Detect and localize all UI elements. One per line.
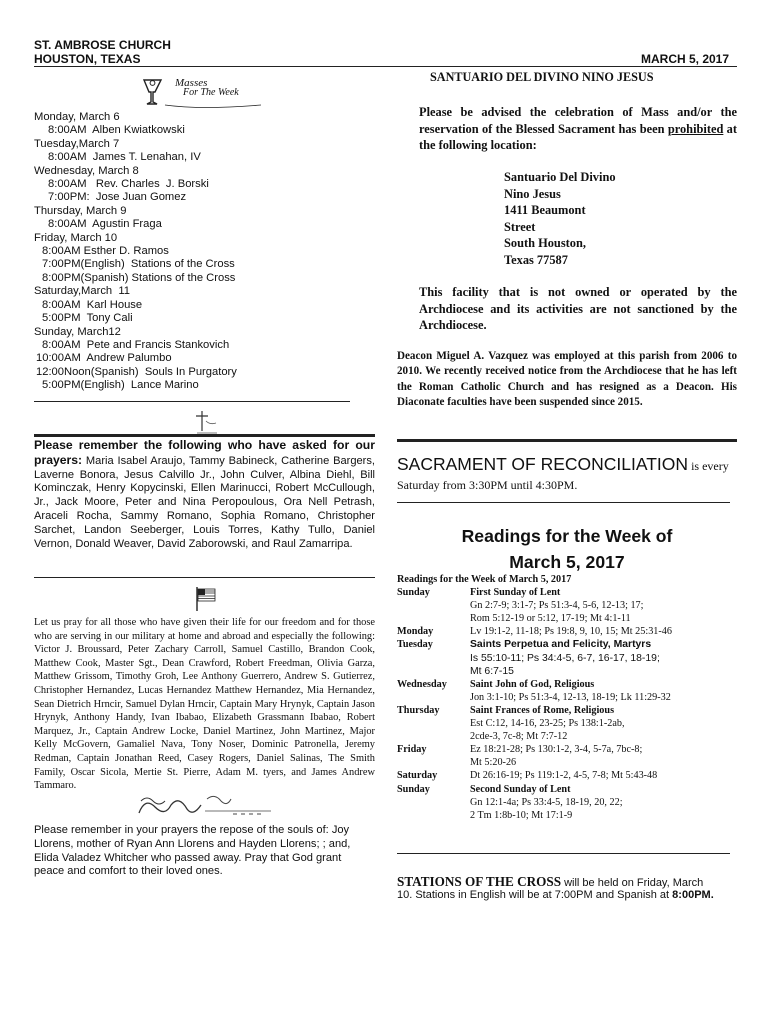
reading-row xyxy=(397,665,737,678)
mass-intention-line: 8:00AM Esther D. Ramos xyxy=(42,245,169,258)
mass-intention-line: 12:00Noon(Spanish) Souls In Purgatory xyxy=(36,365,237,378)
reading-row xyxy=(397,743,737,756)
mass-intention-line: 7:00PM(English) Stations of the Cross xyxy=(42,258,235,271)
reading-row xyxy=(397,809,737,822)
reading-row xyxy=(397,652,737,665)
reading-day xyxy=(397,665,470,678)
santuario-notice xyxy=(419,104,737,154)
address-line: Texas 77587 xyxy=(504,252,568,267)
reading-citations: 2 Tm 1:8b-10; Mt 17:1-9 xyxy=(470,809,573,821)
readings-title-line-1: Readings for the Week of xyxy=(461,526,673,546)
mass-intention-line: 8:00AM Karl House xyxy=(42,298,143,311)
readings-subtitle: Readings for the Week of March 5, 2017 xyxy=(397,574,572,585)
reconciliation-schedule: Saturday from 3:30PM until 4:30PM. xyxy=(397,478,578,492)
reading-day: Tuesday xyxy=(397,639,433,651)
santuario-notice-tail: at the following location: xyxy=(419,121,738,153)
prayers-top-rule xyxy=(34,434,375,437)
reading-day xyxy=(397,756,470,769)
masses-logo-subtext: For The Week xyxy=(183,87,239,98)
reading-day xyxy=(397,612,470,625)
reading-citations: Ez 18:21-28; Ps 130:1-2, 3-4, 5-7a, 7bc-8; xyxy=(470,744,643,756)
stations-line-2: 10. Stations in English will be at 7:00PM and Spanish at xyxy=(397,889,673,901)
reading-row xyxy=(397,625,737,638)
reading-row xyxy=(397,796,737,809)
mass-intention-line: 8:00AM James T. Lenahan, IV xyxy=(48,151,201,164)
in-memoriam-ornament-icon xyxy=(135,793,275,821)
stations-spanish-time: 8:00PM. xyxy=(672,889,714,901)
reading-citations: Lv 19:1-2, 11-18; Ps 19:8, 9, 10, 15; Mt 25:31-46 xyxy=(470,626,672,638)
readings-title-line-2: March 5, 2017 xyxy=(509,552,625,572)
mass-day-label: Tuesday,March 7 xyxy=(34,137,120,150)
military-prayer-paragraph: Let us pray for all those who have given their life for our freedom and for those who are serving in our military at home and abroad and especially the following: Victor J. Broussard, Peter Zachary Carroll, Samuel Castillo, Brandon Cook, Matthew Cook, Master Sgt., Dean Crawford, Robert Freedman, Olivia Garza, Matthew Grissom, Timothy Groh, Lee Anthony Guerrero, Andrew S. Gutierrez, Christopher Hernandez, Lucas Hernandez Matthew Hernandez, Mia Hernandez, Sean Dietrich Hrncir, Samuel Dylan Hrncir, Captain Mary Hrynyk, Captain Jason Hrynyk, Anthony Handy, Ivan Ibabao, Elizabeth Grassmann Ibabao, Robert Marquez, Jr., Captain Andrew Locke, Daniel Martinez, John Martinez, Major Kelly McGovern, Gamaliel Nava, Tony Noser, Dominic Patronella, Jeremy Redman, Captain Jonathan Reed, Casey Rogers, Daniel Salinas, The Smith Family, Oscar Sicola, Mertie St. Pierre, Adam M. tyers, and James Andrew Tammaro. xyxy=(34,617,375,792)
mass-intention-line: 5:00PM(English) Lance Marino xyxy=(42,379,199,392)
reading-row xyxy=(397,612,737,625)
reading-day xyxy=(397,652,470,665)
readings-bottom-rule xyxy=(397,853,730,854)
santuario-notice-prohibited: prohibited xyxy=(667,121,724,136)
prayer-request-names: Maria Isabel Araujo, Tammy Babineck, Catherine Bargers, Laverne Bonora, Jesus Calvillo Jr., John Culver, Albina Diehl, Bill Kominczak, Henry Kopycinski, Ellen Marinucci, Robert McCullough, Jr., Jack Moore, Peter and Nina Peropoulous, Ora Nell Petrash, Araceli Rocha, Sammy Romano, Sophia Romano, Christopher Sarchet, Landon Seeberger, Louis Torres, Kathy Tullo, Daniel Vernon, Donald Weaver, David Zaborowski, and Raul Zamarripa. xyxy=(34,454,375,550)
reading-feast-title: Second Sunday of Lent xyxy=(470,783,571,795)
reading-citations: Jon 3:1-10; Ps 51:3-4, 12-13, 18-19; Lk 11:29-32 xyxy=(470,691,671,703)
header-rule xyxy=(34,66,737,67)
reading-citations: 2cde-3, 7c-8; Mt 7:7-12 xyxy=(470,731,568,743)
reading-citations: Rom 5:12-19 or 5:12, 17-19; Mt 4:1-11 xyxy=(470,613,631,625)
readings-table xyxy=(397,573,737,822)
reading-row xyxy=(397,783,737,796)
masses-logo-text: Masses xyxy=(175,77,208,89)
reading-citations: Est C:12, 14-16, 23-25; Ps 138:1-2ab, xyxy=(470,718,625,730)
reading-day: Thursday xyxy=(397,704,440,716)
church-name: ST. AMBROSE CHURCH xyxy=(34,38,171,52)
reading-row xyxy=(397,769,737,782)
mass-schedule-list xyxy=(34,111,364,393)
address-line: Nino Jesus xyxy=(504,186,561,201)
church-city: HOUSTON, TEXAS xyxy=(34,52,141,66)
stations-line-1: will be held on Friday, March xyxy=(561,877,704,889)
mass-day-label: Saturday,March 11 xyxy=(34,285,130,298)
reading-feast-title: First Sunday of Lent xyxy=(470,587,561,599)
reading-citations: Gn 12:1-4a; Ps 33:4-5, 18-19, 20, 22; xyxy=(470,796,623,808)
stations-title: STATIONS OF THE CROSS xyxy=(397,874,562,889)
american-flag-icon xyxy=(195,586,217,617)
santuario-disclaimer: This facility that is not owned or operated by the Archdiocese and its activities are not sanctioned by the Archdiocese. xyxy=(419,285,737,333)
deacon-notice: Deacon Miguel A. Vazquez was employed at this parish from 2006 to 2010. We recently received notice from the Archdiocese that he has left the Roman Catholic Church and has resigned as a Deacon. His Diaconate faculties have been suspended since 2015. xyxy=(397,350,737,409)
reading-day xyxy=(397,599,470,612)
mass-day-label: Thursday, March 9 xyxy=(34,204,127,217)
mass-intention-line: 5:00PM Tony Cali xyxy=(42,312,133,325)
reading-row xyxy=(397,691,737,704)
santuario-address xyxy=(504,169,616,269)
address-line: South Houston, xyxy=(504,236,586,251)
reading-day xyxy=(397,691,470,704)
reading-row xyxy=(397,599,737,612)
reading-day: Wednesday xyxy=(397,678,447,690)
reconciliation-tail: is every xyxy=(688,459,729,473)
mass-day-label: Monday, March 6 xyxy=(34,111,120,123)
mass-intention-line: 7:00PM: Jose Juan Gomez xyxy=(48,191,187,204)
chalice-logo-icon xyxy=(141,76,271,110)
reading-row xyxy=(397,638,737,651)
reading-row xyxy=(397,717,737,730)
reconciliation-heading xyxy=(397,454,742,475)
reading-day xyxy=(397,717,470,730)
reading-day xyxy=(397,809,470,822)
reading-row xyxy=(397,586,737,599)
mass-day-label: Wednesday, March 8 xyxy=(34,164,139,177)
mass-intention-line: 8:00AM Rev. Charles J. Borski xyxy=(48,178,209,191)
address-line: 1411 Beaumont xyxy=(504,203,586,218)
reconciliation-title: SACRAMENT OF RECONCILIATION xyxy=(397,454,689,474)
masses-divider xyxy=(34,401,350,402)
santuario-notice-text: Please be advised the celebration of Mass and/or the reservation of the Blessed Sacrament has been xyxy=(419,105,737,136)
reading-day: Monday xyxy=(397,626,434,638)
mass-intention-line: 8:00PM(Spanish) Stations of the Cross xyxy=(42,271,236,284)
reading-row xyxy=(397,756,737,769)
readings-heading xyxy=(397,523,737,575)
reading-feast-title: Saint John of God, Religious xyxy=(470,678,595,690)
reading-day: Friday xyxy=(397,744,427,756)
reading-day: Sunday xyxy=(397,783,430,795)
reading-row xyxy=(397,678,737,691)
mass-intention-line: 10:00AM Andrew Palumbo xyxy=(36,352,172,365)
reading-row xyxy=(397,704,737,717)
santuario-title: SANTUARIO DEL DIVINO NINO JESUS xyxy=(430,70,654,84)
mass-intention-line: 8:00AM Alben Kwiatkowski xyxy=(48,124,185,137)
mass-day-label: Friday, March 10 xyxy=(34,231,118,244)
prayer-request-paragraph xyxy=(34,439,375,551)
reading-citations: Mt 5:20-26 xyxy=(470,757,517,769)
address-line: Santuario Del Divino xyxy=(504,170,616,184)
address-line: Street xyxy=(504,219,536,234)
mass-intention-line: 8:00AM Pete and Francis Stankovich xyxy=(42,338,230,351)
reading-day: Saturday xyxy=(397,770,438,782)
mass-intention-line: 8:00AM Agustin Fraga xyxy=(48,218,162,231)
reading-citations: Mt 6:7-15 xyxy=(470,665,514,677)
reading-citations: Dt 26:16-19; Ps 119:1-2, 4-5, 7-8; Mt 5:43-48 xyxy=(470,770,658,782)
stations-times xyxy=(397,889,714,901)
reading-feast-title: Saint Frances of Rome, Religious xyxy=(470,704,615,716)
memoriam-paragraph: Please remember in your prayers the repose of the souls of: Joy Llorens, mother of Ryan Ann Llorens and Hayden Llorens; ; and, Elida Valadez Whitcher who passed away. Pray that God grant peace and comfort to their loved ones. xyxy=(34,824,351,878)
prayers-bottom-rule xyxy=(34,577,375,578)
bulletin-date: MARCH 5, 2017 xyxy=(641,52,730,66)
reading-day xyxy=(397,796,470,809)
reading-citations: Is 55:10-11; Ps 34:4-5, 6-7, 16-17, 18-19; xyxy=(470,652,660,664)
reading-row xyxy=(397,730,737,743)
mass-day-label: Sunday, March12 xyxy=(34,325,121,338)
reading-citations: Gn 2:7-9; 3:1-7; Ps 51:3-4, 5-6, 12-13; 17; xyxy=(470,600,644,612)
reading-day xyxy=(397,730,470,743)
reading-day: Sunday xyxy=(397,587,430,599)
reading-feast-title: Saints Perpetua and Felicity, Martyrs xyxy=(470,639,652,651)
reconciliation-rule xyxy=(397,502,730,503)
deacon-bottom-rule xyxy=(397,439,737,442)
prayer-request-lead: Please remember the following who have asked for our prayers: xyxy=(34,438,375,467)
